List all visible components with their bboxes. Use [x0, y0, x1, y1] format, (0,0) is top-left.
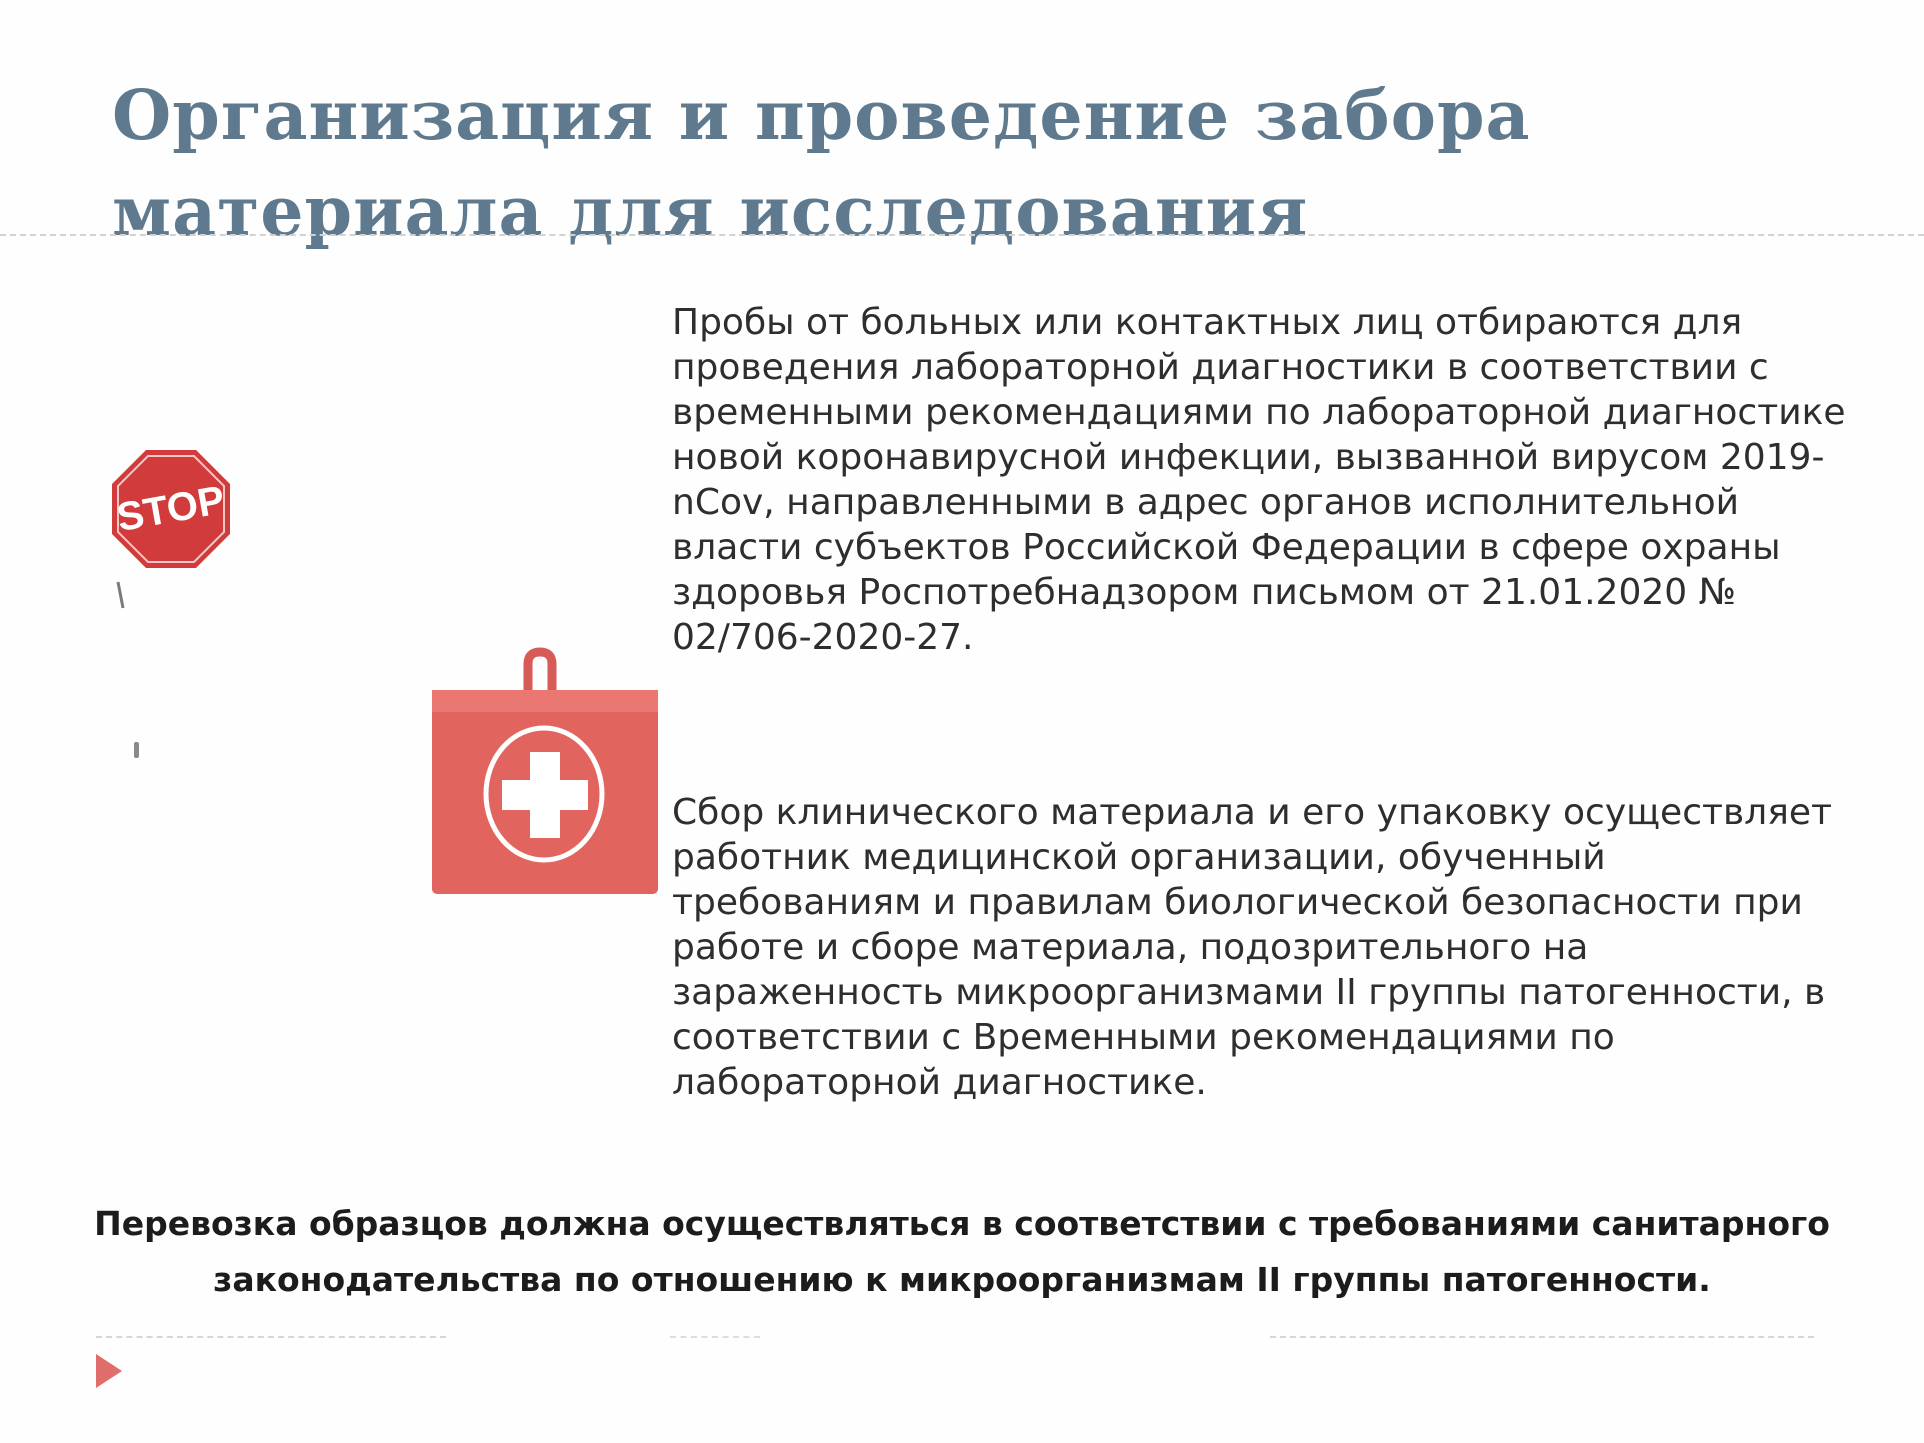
footer-divider [670, 1336, 760, 1338]
transport-notice: Перевозка образцов должна осуществляться в соответствии с требованиями санитарного законодательства по отношению к микроорганизмам II группы патогенности. [94, 1204, 1830, 1299]
footer-divider [96, 1336, 446, 1338]
title-divider [0, 234, 1924, 236]
stop-sign-icon [110, 448, 232, 616]
play-bullet-icon [96, 1354, 122, 1388]
scan-speck [134, 742, 139, 758]
paragraph-sampling: Пробы от больных или контактных лиц отбираются для проведения лабораторной диагностики в соответствии с временными рекомендациями по лабораторной диагностике новой коронавирусной инфекции, вызванной вирусом 2019-nCov, направленными в адрес органов исполнительной власти субъектов Российской Федерации в сфере охраны здоровья Роспотребнадзором письмом от 21.01.2020 № 02/706-2020-27. [672, 302, 1846, 658]
paragraph-collection: Сбор клинического материала и его упаковку осуществляет работник медицинской организации, обученный требованиям и правилам биологической безопасности при работе и сборе материала, подозрительного на зараженность микроорганизмами II группы патогенности, в соответствии с Временными рекомендациями по лабораторной диагностике. [672, 792, 1832, 1103]
first-aid-kit-icon [424, 646, 670, 902]
slide-title: Организация и проведение забора материала для исследования [112, 76, 1531, 252]
footer-divider [1270, 1336, 1814, 1338]
stop-sign-label: STOP [113, 477, 228, 541]
